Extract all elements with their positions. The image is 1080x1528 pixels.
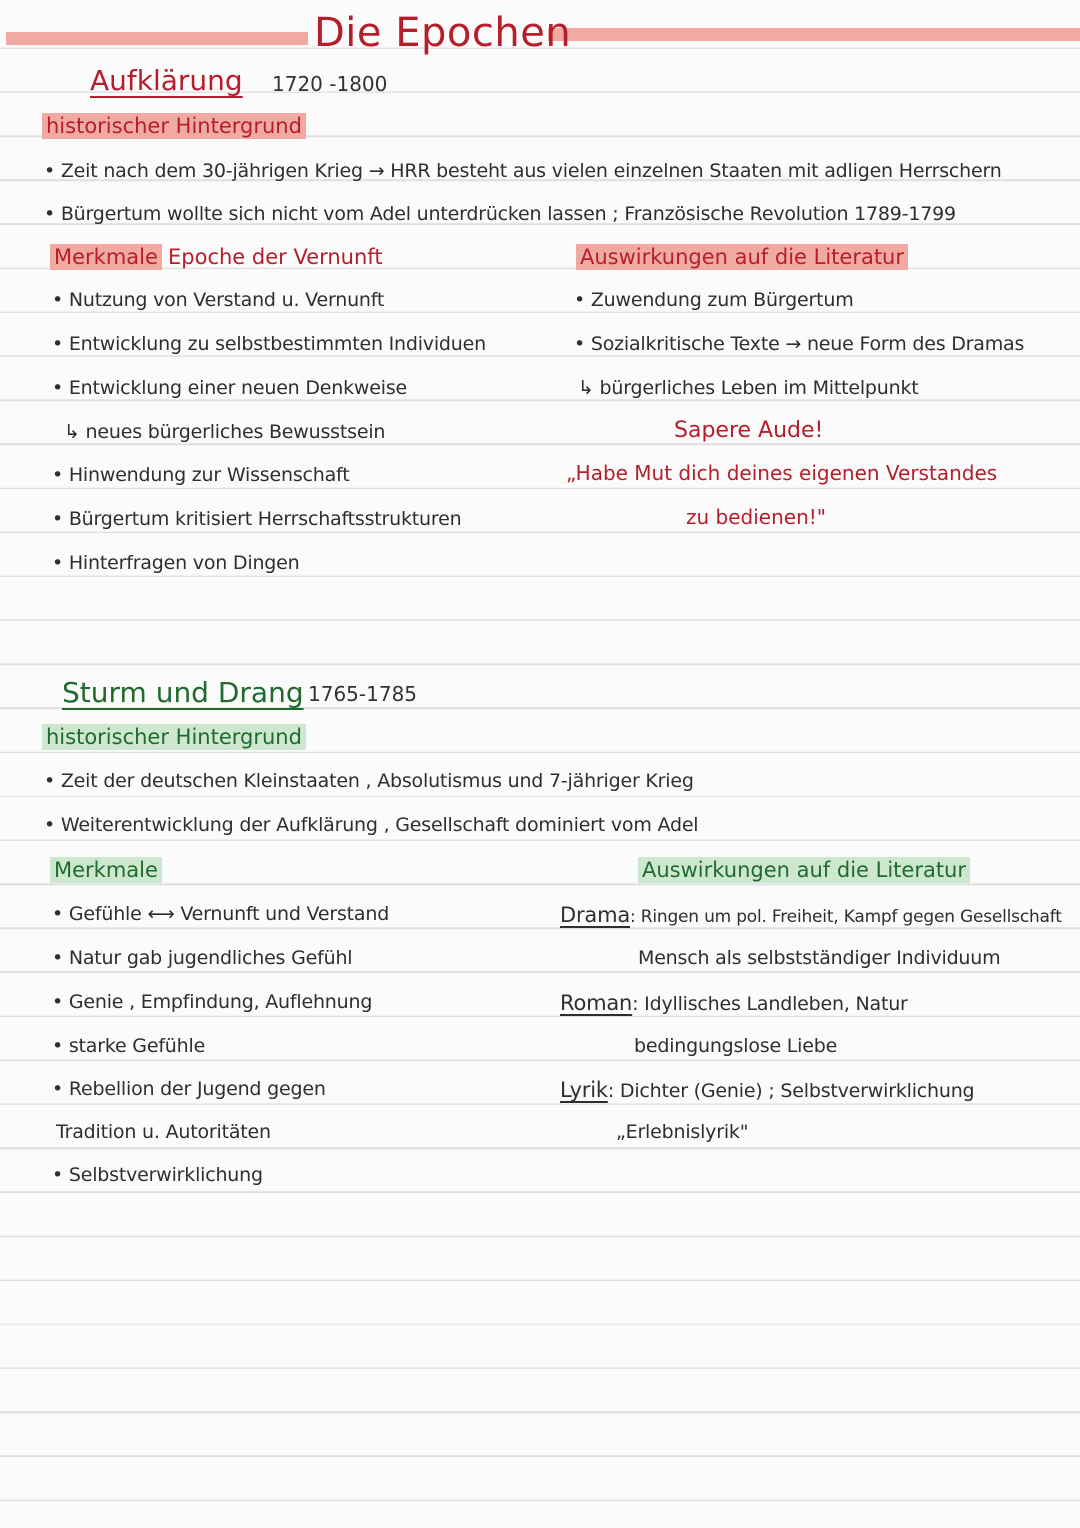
title-bar-right [548, 28, 1080, 41]
aufklaerung-hintergrund-1: • Zeit nach dem 30-jährigen Krieg → HRR besteht aus vielen einzelnen Staaten mit adligen Herrschern [44, 160, 1002, 182]
aufklaerung-motto-translation-1: „Habe Mut dich deines eigenen Verstandes [566, 461, 998, 485]
sturm-roman-label: Roman [560, 991, 633, 1015]
aufklaerung-dates: 1720 -1800 [272, 72, 388, 96]
aufklaerung-merkmal-1: • Nutzung von Verstand u. Vernunft [52, 289, 385, 311]
sturm-merkmal-5: • Rebellion der Jugend gegen [52, 1078, 326, 1100]
sturm-hintergrund-2: • Weiterentwicklung der Aufklärung , Gesellschaft dominiert vom Adel [44, 814, 699, 836]
sturm-hintergrund-label: historischer Hintergrund [42, 724, 306, 750]
sturm-drama-text-2: Mensch als selbstständiger Individuum [638, 947, 1001, 969]
sturm-lyrik-row [560, 1078, 974, 1102]
sturm-drama-row [560, 903, 1062, 927]
sturm-merkmal-1: • Gefühle ⟷ Vernunft und Verstand [52, 903, 390, 925]
aufklaerung-auswirkung-1: • Zuwendung zum Bürgertum [574, 289, 854, 311]
aufklaerung-motto: Sapere Aude! [674, 418, 824, 443]
sturm-dates: 1765-1785 [308, 682, 418, 706]
aufklaerung-hintergrund-2: • Bürgertum wollte sich nicht vom Adel unterdrücken lassen ; Französische Revolution 1789-1799 [44, 203, 956, 225]
aufklaerung-merkmal-7: • Hinterfragen von Dingen [52, 552, 300, 574]
sturm-merkmal-6: Tradition u. Autoritäten [56, 1121, 271, 1143]
aufklaerung-epoche-subtitle: Epoche der Vernunft [168, 245, 383, 269]
sturm-drama-label: Drama [560, 903, 630, 927]
sturm-roman-text-2: bedingungslose Liebe [634, 1035, 838, 1057]
title-bar-left [6, 32, 308, 45]
aufklaerung-merkmal-6: • Bürgertum kritisiert Herrschaftsstrukturen [52, 508, 462, 530]
sturm-roman-row [560, 991, 908, 1015]
sturm-merkmal-3: • Genie , Empfindung, Auflehnung [52, 991, 373, 1013]
sturm-roman-text: : Idyllisches Landleben, Natur [632, 993, 908, 1015]
sturm-lyrik-text-2: „Erlebnislyrik" [616, 1121, 749, 1143]
sturm-heading: Sturm und Drang [62, 676, 304, 709]
aufklaerung-merkmal-4: ↳ neues bürgerliches Bewusstsein [64, 421, 386, 443]
sturm-merkmale-label: Merkmale [50, 857, 162, 883]
sturm-auswirkungen-label: Auswirkungen auf die Literatur [638, 857, 970, 883]
aufklaerung-auswirkung-3: ↳ bürgerliches Leben im Mittelpunkt [578, 377, 919, 399]
sturm-hintergrund-1: • Zeit der deutschen Kleinstaaten , Absolutismus und 7-jähriger Krieg [44, 770, 694, 792]
aufklaerung-merkmale-label: Merkmale [50, 244, 162, 270]
aufklaerung-heading: Aufklärung [90, 64, 243, 97]
sturm-drama-text: : Ringen um pol. Freiheit, Kampf gegen Gesellschaft [630, 907, 1062, 927]
aufklaerung-merkmal-2: • Entwicklung zu selbstbestimmten Individuen [52, 333, 486, 355]
sturm-merkmal-2: • Natur gab jugendliches Gefühl [52, 947, 353, 969]
sturm-merkmal-4: • starke Gefühle [52, 1035, 206, 1057]
aufklaerung-motto-translation-2: zu bedienen!" [686, 505, 826, 529]
aufklaerung-hintergrund-label: historischer Hintergrund [42, 113, 306, 139]
page-title: Die Epochen [314, 10, 572, 56]
sturm-lyrik-text: : Dichter (Genie) ; Selbstverwirklichung [607, 1080, 975, 1102]
aufklaerung-auswirkung-2: • Sozialkritische Texte → neue Form des Dramas [574, 333, 1025, 355]
aufklaerung-merkmal-3: • Entwicklung einer neuen Denkweise [52, 377, 408, 399]
sturm-lyrik-label: Lyrik [560, 1078, 608, 1102]
sturm-merkmal-7: • Selbstverwirklichung [52, 1164, 263, 1186]
aufklaerung-merkmal-5: • Hinwendung zur Wissenschaft [52, 464, 350, 486]
aufklaerung-auswirkungen-label: Auswirkungen auf die Literatur [576, 244, 908, 270]
